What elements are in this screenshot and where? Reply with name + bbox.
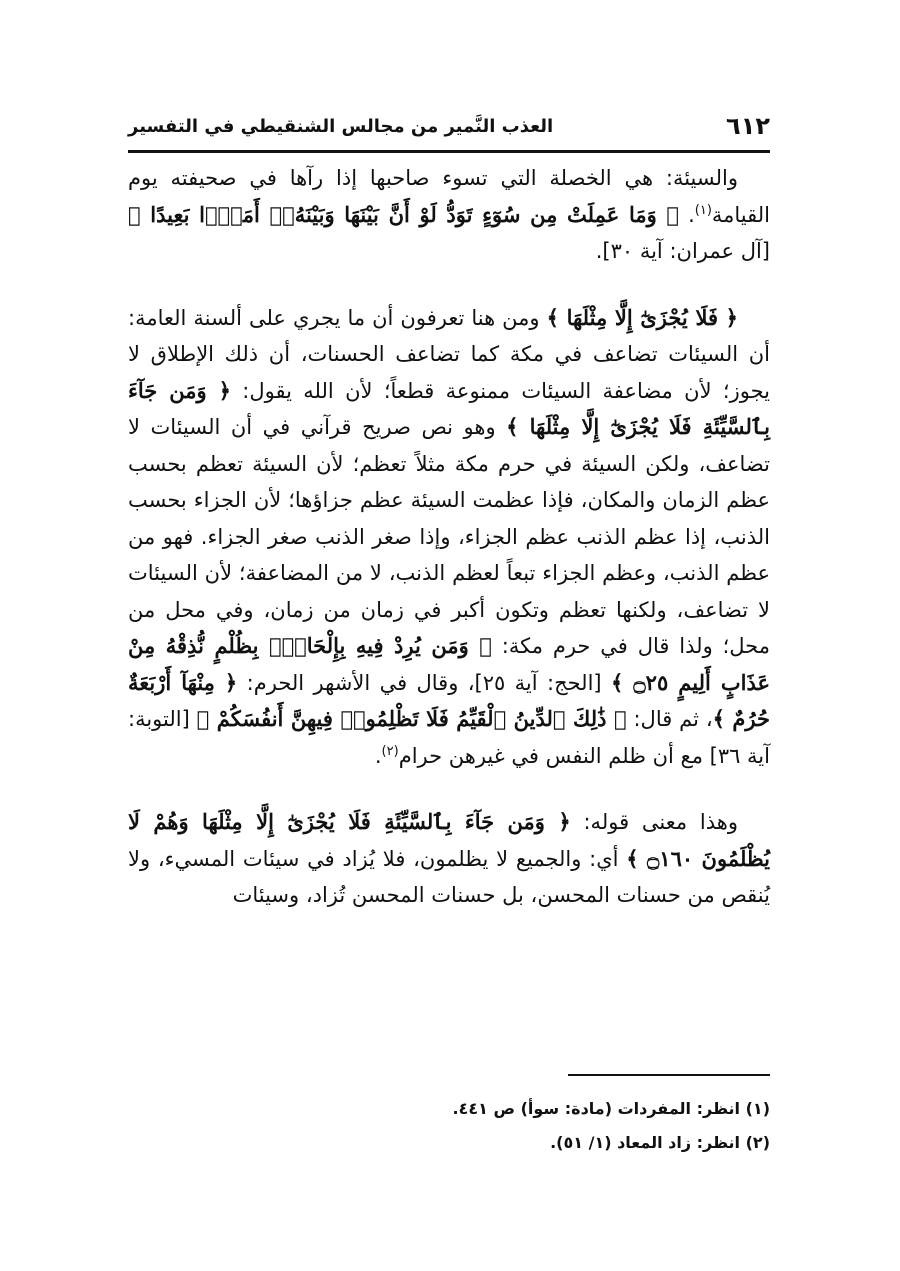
paragraph-text: والسيئة: هي الخصلة التي تسوء صاحبها إذا رآها في صحيفته يوم القيامة (128, 166, 770, 227)
footnote-2: (٢) انظر: زاد المعاد (١/ ٥١). (550, 1133, 770, 1152)
quran-verse: ﴿ وَمَن جَآءَ بِٱلسَّيِّئَةِ فَلَا يُجْزَىٰٓ إِلَّا مِثْلَهَا وَهُمْ لَا يُظْلَمُونَ ۝١٦٠ ﴾ (128, 809, 770, 871)
body-text (128, 160, 770, 914)
quran-verse: ﴿ وَمَا عَمِلَتْ مِن سُوٓءٍ تَوَدُّ لَوْ أَنَّ بَيْنَهَا وَبَيْنَهُۥٓ أَمَدًۢا بَعِيدًا ﴾ (128, 201, 680, 227)
quran-verse: ﴿ وَمَن يُرِدْ فِيهِ بِإِلْحَادٍۭ بِظُلْمٍ نُّذِقْهُ مِنْ عَذَابٍ أَلِيمٍ ۝٢٥ ﴾ (128, 633, 770, 695)
paragraph-text: وهو نص صريح قرآني في أن السيئات لا تضاعف، ولكن السيئة في حرم مكة مثلاً تعظم؛ لأن السيئة تعظم بحسب عظم الزمان والمكان، فإذا عظمت السيئة عظم جزاؤها؛ لأن الجزاء بحسب الذنب، إذا عظم الذنب عظم الجزاء، وإذا صغر الذنب صغر الجزاء. فهو من عظم الذنب، وعظم الجزاء تبعاً لعظم الذنب، لا من المضاعفة؛ لأن السيئات لا تضاعف، ولكنها تعظم وتكون أكبر في زمان من زمان، وفي محل من محل؛ ولذا قال في حرم مكة: (128, 415, 770, 658)
footnote-reference: (١) (694, 202, 712, 218)
page-header (128, 110, 770, 153)
paragraph-2 (128, 300, 770, 775)
quran-verse: ﴿ ذَٰلِكَ ٱلدِّينُ ٱلْقَيِّمُ فَلَا تَظْلِمُوا۟ فِيهِنَّ أَنفُسَكُمْ ﴾ (196, 706, 627, 731)
quran-verse: ﴿ فَلَا يُجْزَىٰٓ إِلَّا مِثْلَهَا ﴾ (546, 304, 738, 330)
footnote-1: (١) انظر: المفردات (مادة: سوأ) ص ٤٤١. (452, 1099, 770, 1118)
paragraph-text: . (688, 202, 695, 227)
footnote-divider (568, 1074, 770, 1076)
verse-citation: [الحج: آية ٢٥]، وقال في الأشهر الحرم: (246, 670, 602, 695)
footnote-reference: (٢) (381, 743, 399, 759)
paragraph-text: أي: والجميع لا يظلمون، فلا يُزاد في سيئات المسيء، ولا يُنقص من حسنات المحسن، بل حسنات المحسن تُزاد، وسيئات (128, 846, 770, 907)
paragraph-1 (128, 160, 770, 270)
paragraph-text: . (374, 743, 382, 768)
quran-verse: ﴿ وَمَن جَآءَ بِٱلسَّيِّئَةِ فَلَا يُجْزَىٰٓ إِلَّا مِثْلَهَا ﴾ (128, 377, 770, 439)
quran-verse: ﴿ مِنْهَآ أَرْبَعَةٌ حُرُمٌ ﴾ (128, 669, 770, 731)
paragraph-3 (128, 804, 770, 914)
page-number: ٦١٢ (726, 112, 770, 140)
footnotes (128, 1092, 770, 1160)
verse-citation: [آل عمران: آية ٣٠]. (595, 239, 770, 263)
paragraph-text: وهذا معنى قوله: (583, 810, 738, 834)
verse-citation: [التوبة: آية ٣٦] مع أن ظلم النفس في غيرهن حرام (128, 707, 770, 768)
paragraph-text: ومن هنا تعرفون أن ما يجري على ألسنة العامة: أن السيئات تضاعف في مكة كما تضاعف الحسنات، أن ذلك الإطلاق لا يجوز؛ لأن مضاعفة السيئات ممنوعة قطعاً؛ لأن الله يقول: (128, 305, 770, 403)
paragraph-text: ، ثم قال: (633, 707, 713, 731)
book-title: العذب النَّمير من مجالس الشنقيطي في التفسير (128, 116, 554, 137)
